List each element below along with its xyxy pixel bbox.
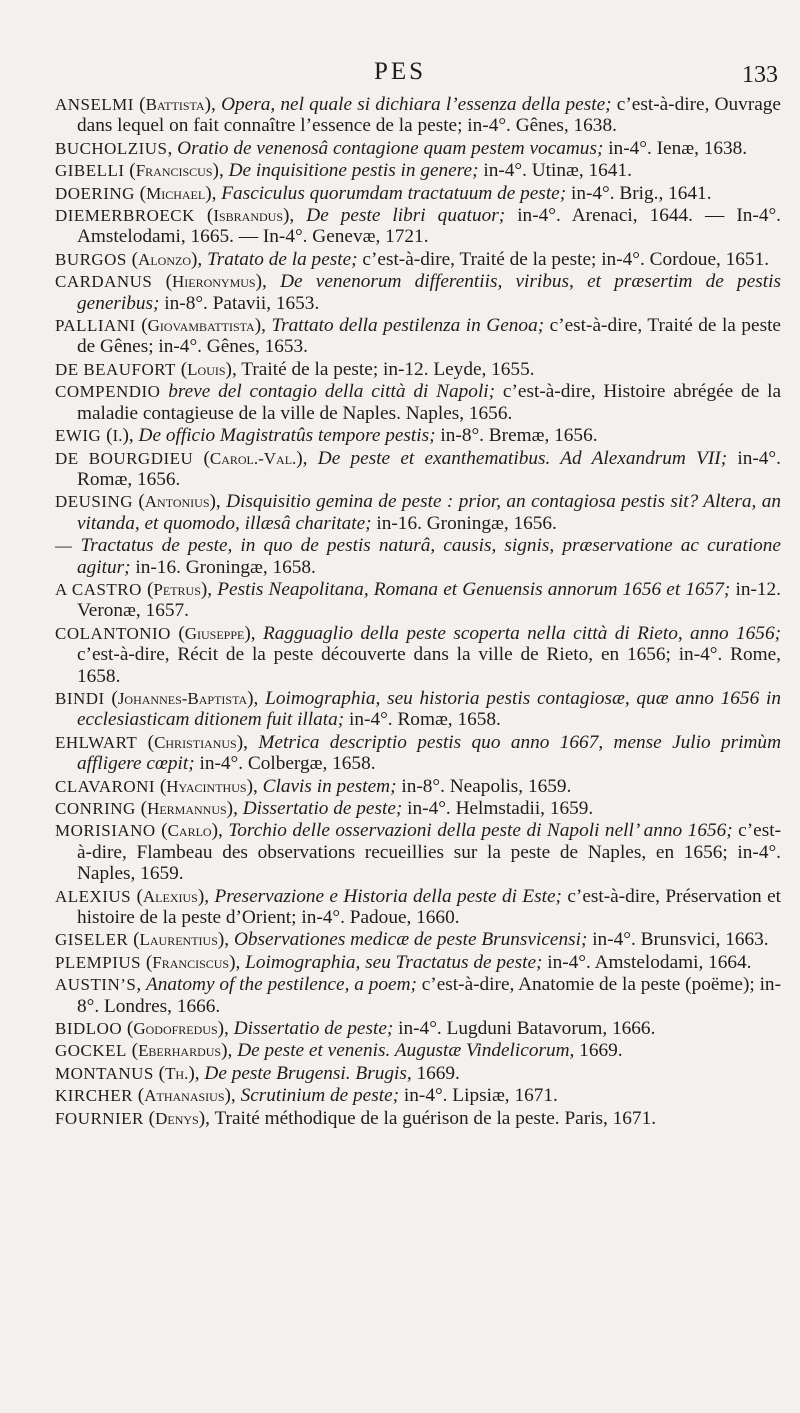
work-title: Loimographia, seu Tractatus de peste; [245,951,543,973]
publication-details: in-4°. Lugduni Batavorum, 1666. [393,1018,656,1040]
author-given-name: Christianus [154,732,237,752]
author-name: MONTANUS [55,1063,154,1083]
author-given-name: I. [112,426,123,446]
author-name: CONRING [55,799,136,818]
author-given-name: Petrus [153,579,201,599]
bibliography-entry: DE BOURGDIEU (Carol.-Val.), De peste et exanthematibus. Ad Alexandrum VII; in-4°. Romæ, 1656. [55,447,781,490]
author-given-name: Eberhardus [138,1041,222,1061]
publication-details: in-4°. Lipsiæ, 1671. [399,1085,558,1107]
author-name: DE BOURGDIEU [55,448,194,468]
work-title: Disquisitio gemina de peste : prior, an contagiosa pestis sit? Altera, an vitanda, et quomodo, illæsâ charitate; [77,491,781,534]
author-given-name: Louis [187,359,226,379]
author-name: — [55,536,73,556]
bibliography-entry: EWIG (I.), De officio Magistratûs tempore pestis; in-8°. Bremæ, 1656. [55,425,598,447]
publication-details: Traité méthodique de la guérison de la peste. Paris, 1671. [214,1107,657,1129]
publication-details: c’est-à-dire, Préservation et histoire de la peste d’Orient; in-4°. Padoue, 1660. [77,885,781,929]
work-title: Dissertatio de peste; [233,1018,394,1040]
author-given-name: Franciscus [152,952,230,972]
author-name: GOCKEL [55,1041,127,1061]
bibliography-entry: BIDLOO (Godofredus), Dissertatio de peste; in-4°. Lugduni Batavorum, 1666. [55,1018,656,1040]
publication-details: c’est-à-dire, Ouvrage dans lequel on fait connaître l’essence de la peste; in-4°. Gênes, 1638. [77,94,781,137]
author-given-name: Johannes-Baptista [117,688,248,708]
work-title: Dissertatio de peste; [242,798,403,819]
bibliography-entry: DE BEAUFORT (Louis), Traité de la peste; in-12. Leyde, 1655. [55,358,535,380]
bibliography-entry: CARDANUS (Hieronymus), De venenorum differentiis, viribus, et præsertim de pestis generibus; in-8°. Patavii, 1653. [55,271,781,314]
work-title: Ragguaglio della peste scoperta nella città di Rieto, anno 1656; [263,622,782,644]
work-title: Torchio delle osservazioni della peste di Napoli nell’ anno 1656; [228,820,733,842]
bibliography-entry: DEUSING (Antonius), Disquisitio gemina de peste : prior, an contagiosa pestis sit? Altera, an vitanda, et quomodo, illæsâ charitate; in-16. Groningæ, 1656. [55,491,781,534]
work-title: Preservazione e Historia della peste di Este; [214,885,562,907]
work-title: Opera, nel quale si dichiara l’essenza della peste; [221,94,612,115]
work-title: Fasciculus quorumdam tractatuum de peste; [221,182,567,204]
author-given-name: Giovambattista [147,316,255,336]
author-name: EWIG [55,426,102,446]
bibliography-entry: PALLIANI (Giovambattista), Trattato della pestilenza in Genoa; c’est-à-dire, Traité de la peste de Gênes; in-4°. Gênes, 1653. [55,315,781,358]
author-name: ALEXIUS [55,886,132,906]
author-given-name: Godofredus [133,1019,218,1039]
bibliography-entry: CLAVARONI (Hyacinthus), Clavis in pestem; in-8°. Neapolis, 1659. [55,775,572,797]
bibliography-entry: MORISIANO (Carlo), Torchio delle osservazioni della peste di Napoli nell’ anno 1656; c’est-à-dire, Flambeau des observations recueillies sur la peste de Naples, en 1656; in-4°. Naples, 1659. [55,820,781,885]
author-name: DIEMERBROECK [55,206,195,226]
publication-details: c’est-à-dire, Récit de la peste découverte dans la ville de Rieto, en 1656; in-4°. Rome, 1658. [77,644,781,687]
work-title: Loimographia, seu historia pestis contagiosæ, quæ anno 1656 in ecclesiasticam ditionem fuit illata; [77,687,781,731]
work-title: Scrutinium de peste; [240,1085,400,1107]
author-given-name: Carol.-Val. [209,448,297,468]
publication-details: in-4°. Utinæ, 1641. [478,160,632,182]
publication-details: in-4°. Amstelodami, 1664. [542,951,752,973]
author-given-name: Carlo [167,821,212,841]
work-title: De peste Brugensi. Brugis, [204,1062,412,1084]
author-name: COLANTONIO [55,623,171,643]
bibliography-entry: GOCKEL (Eberhardus), De peste et venenis. Augustæ Vindelicorum, 1669. [55,1040,623,1062]
bibliography-entry: EHLWART (Christianus), Metrica descriptio pestis quo anno 1667, mense Julio primùm affligere cœpit; in-4°. Colbergæ, 1658. [55,731,781,775]
publication-details: c’est-à-dire, Flambeau des observations recueillies sur la peste de Naples, en 1656; in-4°. Naples, 1659. [77,820,781,885]
author-name: DEUSING [55,492,133,512]
author-given-name: Alonzo [138,249,192,269]
publication-details: in-8°. Bremæ, 1656. [435,425,598,447]
publication-details: in-16. Groningæ, 1658. [130,556,316,578]
bibliography-entry: BUCHOLZIUS, Oratio de venenosâ contagione quam pestem vocamus; in-4°. Ienæ, 1638. [55,137,748,159]
author-given-name: Giuseppe [184,623,245,643]
bibliography-entry: DOERING (Michael), Fasciculus quorumdam tractatuum de peste; in-4°. Brig., 1641. [55,182,712,204]
author-name: A CASTRO [55,579,142,599]
bibliography-entry: PLEMPIUS (Franciscus), Loimographia, seu Tractatus de peste; in-4°. Amstelodami, 1664. [55,951,752,973]
bibliography-entry: DIEMERBROECK (Isbrandus), De peste libri quatuor; in-4°. Arenaci, 1644. — In-4°. Amstelodami, 1665. — In-4°. Genevæ, 1721. [55,205,781,248]
work-title: Tratato de la peste; [207,248,358,270]
author-name: ANSELMI [55,95,134,114]
author-name: BURGOS [55,249,127,269]
work-title: De peste et exanthematibus. Ad Alexandrum VII; [317,447,728,469]
publication-details: in-4°. Brig., 1641. [566,182,712,204]
author-name: BUCHOLZIUS [55,138,168,158]
author-name: FOURNIER [55,1108,144,1128]
author-given-name: Denys [155,1108,199,1128]
author-name: MORISIANO [55,821,156,841]
author-name: KIRCHER [55,1086,133,1106]
bibliography-entry: ALEXIUS (Alexius), Preservazione e Historia della peste di Este; c’est-à-dire, Préservation et histoire de la peste d’Orient; in-4°. Padoue, 1660. [55,885,781,929]
author-given-name: Th. [165,1063,189,1083]
work-title: De peste et venenis. Augustæ Vindelicorum, [237,1040,575,1062]
bibliography-entry: MONTANUS (Th.), De peste Brugensi. Brugis, 1669. [55,1062,460,1084]
publication-details: 1669. [411,1062,460,1084]
author-name: PALLIANI [55,316,136,336]
author-given-name: Isbrandus [213,206,283,226]
author-name: BIDLOO [55,1019,123,1039]
work-title: Observationes medicæ de peste Brunsvicensi; [233,929,588,951]
work-title: De officio Magistratûs tempore pestis; [138,425,436,447]
bibliography-entry: GIBELLI (Franciscus), De inquisitione pestis in genere; in-4°. Utinæ, 1641. [55,160,632,182]
bibliography-entry [55,535,781,578]
author-given-name: Laurentius [139,930,218,950]
work-title: Anatomy of the pestilence, a poem; [145,974,417,996]
page-number: 133 [742,62,778,88]
author-given-name: Michael [146,183,206,203]
publication-details: in-16. Groningæ, 1656. [371,512,557,534]
author-name: COMPENDIO [55,382,161,402]
author-given-name: Antonius [144,492,210,512]
bibliography-entry: FOURNIER (Denys), Traité méthodique de la guérison de la peste. Paris, 1671. [55,1107,657,1129]
publication-details: 1669. [574,1040,623,1062]
work-title: Clavis in pestem; [262,775,397,797]
author-name: BINDI [55,688,105,708]
author-given-name: Franciscus [135,161,213,181]
publication-details: in-12. Veronæ, 1657. [77,578,781,622]
publication-details: in-4°. Brunsvici, 1663. [587,929,769,951]
author-given-name: Hyacinthus [166,776,247,796]
publication-details: in-4°. Arenaci, 1644. — In-4°. Amstelodami, 1665. — In-4°. Genevæ, 1721. [77,205,781,248]
work-title: Pestis Neapolitana, Romana et Genuensis annorum 1656 et 1657; [217,578,731,600]
publication-details: in-4°. Colbergæ, 1658. [194,753,376,775]
bibliography-entry: AUSTIN’S, Anatomy of the pestilence, a poem; c’est-à-dire, Anatomie de la peste (poëme); in-8°. Londres, 1666. [55,974,781,1017]
publication-details: in-8°. Patavii, 1653. [159,292,320,314]
author-given-name: Hermannus [147,799,227,818]
author-given-name: Battista [145,95,205,114]
work-title: breve del contagio della città di Napoli; [168,381,496,403]
author-given-name: Alexius [142,886,198,906]
author-given-name: Hieronymus [172,272,256,292]
bibliography-entry: CONRING (Hermannus), Dissertatio de peste; in-4°. Helmstadii, 1659. [55,798,594,819]
work-title: Metrica descriptio pestis quo anno 1667, mense Julio primùm affligere cœpit; [77,731,781,775]
work-title: Oratio de venenosâ contagione quam pestem vocamus; [177,137,604,159]
publication-details: in-4°. Romæ, 1656. [77,447,781,490]
author-name: AUSTIN’S [55,975,137,995]
publication-details: c’est-à-dire, Anatomie de la peste (poëme); in-8°. Londres, 1666. [77,974,781,1017]
bibliography-entry: BINDI (Johannes-Baptista), Loimographia, seu historia pestis contagiosæ, quæ anno 1656 in ecclesiasticam ditionem fuit illata; in-4°. Romæ, 1658. [55,687,781,731]
bibliography-entry: BURGOS (Alonzo), Tratato de la peste; c’est-à-dire, Traité de la peste; in-4°. Cordoue, 1651. [55,248,770,270]
author-name: CLAVARONI [55,776,156,796]
author-name: PLEMPIUS [55,952,142,972]
bibliography-entry [55,381,781,424]
work-title: De inquisitione pestis in genere; [228,160,479,182]
work-title: De peste libri quatuor; [306,205,506,227]
publication-details: in-4°. Helmstadii, 1659. [402,798,594,819]
publication-details: in-8°. Neapolis, 1659. [396,775,572,797]
publication-details: in-4°. Ienæ, 1638. [603,137,748,159]
page-header [0,58,800,92]
author-name: DOERING [55,183,135,203]
work-title: Tractatus de peste, in quo de pestis naturâ, causis, signis, præservatione ac curatione agitur; [77,535,781,578]
author-name: GIBELLI [55,161,125,181]
bibliography-entry: GISELER (Laurentius), Observationes medicæ de peste Brunsvicensi; in-4°. Brunsvici, 1663. [55,929,769,951]
bibliography-entry: ANSELMI (Battista), Opera, nel quale si dichiara l’essenza della peste; c’est-à-dire, Ouvrage dans lequel on fait connaître l’essence de la peste; in-4°. Gênes, 1638. [55,94,781,137]
bibliography-entry: COLANTONIO (Giuseppe), Ragguaglio della peste scoperta nella città di Rieto, anno 1656; c’est-à-dire, Récit de la peste découverte dans la ville de Rieto, en 1656; in-4°. Rome, 1658. [55,622,782,687]
publication-details: Traité de la peste; in-12. Leyde, 1655. [241,358,535,380]
publication-details: c’est-à-dire, Histoire abrégée de la maladie contagieuse de la ville de Naples. Naples, 1656. [77,381,781,424]
author-given-name: Athanasius [144,1086,225,1106]
bibliography-list [55,94,781,1130]
work-title: Trattato della pestilenza in Genoa; [271,315,545,337]
publication-details: in-4°. Romæ, 1658. [344,709,501,731]
author-name: CARDANUS [55,272,153,292]
running-head: PES [373,58,427,85]
publication-details: c’est-à-dire, Traité de la peste; in-4°. Cordoue, 1651. [357,248,770,270]
author-name: DE BEAUFORT [55,359,176,379]
author-name: EHLWART [55,732,138,752]
bibliography-entry: KIRCHER (Athanasius), Scrutinium de peste; in-4°. Lipsiæ, 1671. [55,1085,558,1107]
author-name: GISELER [55,930,129,950]
work-title: De venenorum differentiis, viribus, et præsertim de pestis generibus; [77,271,781,314]
bibliography-entry: A CASTRO (Petrus), Pestis Neapolitana, Romana et Genuensis annorum 1656 et 1657; in-12. Veronæ, 1657. [55,578,781,622]
publication-details: c’est-à-dire, Traité de la peste de Gênes; in-4°. Gênes, 1653. [77,315,781,358]
